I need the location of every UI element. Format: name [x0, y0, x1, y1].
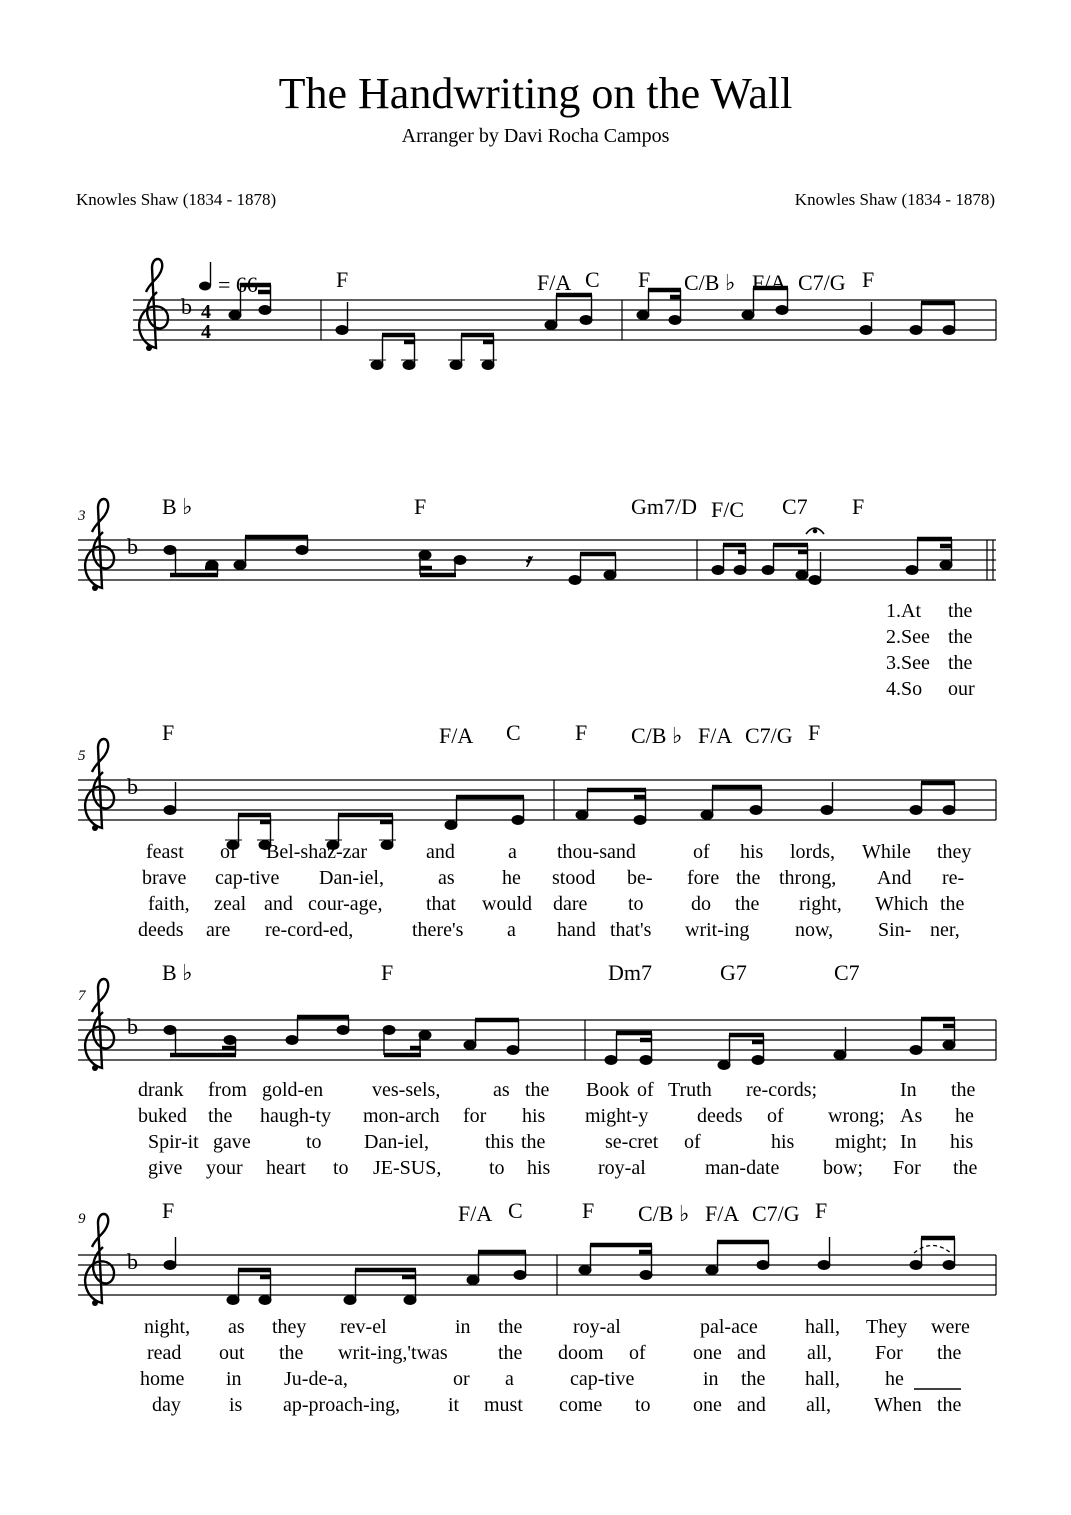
- lyric-syllable: his: [740, 841, 764, 863]
- lyric-syllable: the: [937, 1394, 962, 1416]
- bar-number: 5: [78, 748, 86, 764]
- lyric-syllable: hall,: [805, 1316, 840, 1338]
- lyric-syllable: 3.See: [886, 652, 930, 674]
- treble-clef: [85, 979, 114, 1071]
- lyric-syllable: re-cords;: [746, 1079, 818, 1101]
- flat-sign: b: [181, 294, 192, 319]
- lyric-syllable: as: [438, 867, 455, 889]
- system-4: [78, 960, 996, 1179]
- lyric-syllable: As: [900, 1105, 923, 1127]
- chord-symbol: C: [508, 1198, 523, 1223]
- lyric-syllable: brave: [142, 867, 187, 889]
- lyrics-verse-lines: [138, 1079, 978, 1179]
- notes: [164, 1237, 996, 1305]
- chord-symbols: [336, 267, 874, 295]
- lyric-syllable: the: [521, 1131, 546, 1153]
- lyric-syllable: night,: [144, 1316, 191, 1338]
- chord-symbol: F/A: [705, 1201, 740, 1226]
- lyric-syllable: it: [448, 1394, 460, 1416]
- lyric-syllable: cap-tive: [215, 867, 280, 889]
- arranger-credit: Arranger by Davi Rocha Campos: [401, 125, 670, 147]
- bar-number: 7: [78, 988, 86, 1004]
- bar-number: 3: [78, 508, 86, 524]
- chord-symbol: G7: [720, 960, 747, 985]
- treble-clef: [85, 739, 114, 831]
- lyric-syllable: were: [931, 1316, 970, 1338]
- lyric-syllable: home: [140, 1368, 185, 1390]
- lyric-syllable: all,: [807, 1342, 832, 1364]
- chord-symbol: F: [852, 494, 865, 519]
- lyric-syllable: there's: [412, 919, 464, 941]
- chord-symbol: F: [381, 960, 394, 985]
- chord-symbol: Dm7: [608, 960, 652, 985]
- lyric-syllable: When: [874, 1394, 922, 1416]
- lyric-syllable: of: [220, 841, 237, 863]
- chord-symbol: F: [815, 1198, 828, 1223]
- lyric-syllable: and: [426, 841, 455, 863]
- lyric-syllable: your: [206, 1157, 243, 1179]
- sixteenth-rest: 𝄿: [525, 550, 531, 570]
- chord-symbols: [162, 494, 864, 522]
- lyric-syllable: re-: [942, 867, 965, 889]
- lyric-syllable: doom: [558, 1342, 604, 1364]
- lyric-syllable: must: [484, 1394, 523, 1416]
- staff-lines: [78, 1255, 996, 1295]
- chord-symbol: F: [582, 1198, 595, 1223]
- lyrics-verse-lines: [138, 841, 971, 941]
- lyric-syllable: mon-arch: [363, 1105, 440, 1127]
- lyric-syllable: might-y: [585, 1105, 649, 1127]
- chord-symbol: Gm7/D: [631, 494, 697, 519]
- lyric-syllable: is: [229, 1394, 243, 1416]
- lyric-syllable: be-: [627, 867, 653, 889]
- lyric-syllable: a: [507, 919, 516, 941]
- lyric-syllable: the: [736, 867, 761, 889]
- chord-symbol: C/B ♭: [684, 270, 736, 295]
- lyric-syllable: drank: [138, 1079, 184, 1101]
- lyric-syllable: the: [279, 1342, 304, 1364]
- dashed-tie: [914, 1246, 951, 1254]
- lyric-syllable: rev-el: [340, 1316, 387, 1338]
- lyric-syllable: in: [703, 1368, 719, 1390]
- system-3: [78, 720, 996, 941]
- lyric-syllable: of: [767, 1105, 784, 1127]
- lyric-syllable: read: [147, 1342, 182, 1364]
- system-5: [78, 1198, 996, 1416]
- lyric-syllable: do: [691, 893, 711, 915]
- lyric-syllable: hall,: [805, 1368, 840, 1390]
- lyric-syllable: deeds: [697, 1105, 743, 1127]
- lyric-syllable: bow;: [823, 1157, 863, 1179]
- composer-credit: Knowles Shaw (1834 - 1878): [794, 190, 995, 209]
- lyric-syllable: for: [463, 1105, 487, 1127]
- lyric-syllable: one: [693, 1342, 722, 1364]
- chord-symbol: F/A: [458, 1201, 493, 1226]
- chord-symbols: [162, 960, 860, 985]
- lyric-syllable: the: [498, 1316, 523, 1338]
- lyric-syllable: the: [525, 1079, 550, 1101]
- chord-symbol: F/A: [439, 723, 474, 748]
- lyric-syllable: ner,: [930, 919, 960, 941]
- chord-symbol: F: [414, 494, 427, 519]
- flat-sign: b: [127, 1249, 138, 1274]
- lyric-syllable: the: [948, 652, 973, 674]
- lyric-syllable: the: [951, 1079, 976, 1101]
- song-title: The Handwriting on the Wall: [278, 69, 793, 118]
- chord-symbol: F/A: [752, 270, 787, 295]
- lyric-syllable: now,: [795, 919, 834, 941]
- lyric-syllable: of: [629, 1342, 646, 1364]
- lyric-syllable: out: [219, 1342, 245, 1364]
- lyric-syllable: one: [693, 1394, 722, 1416]
- notes: [164, 1017, 996, 1070]
- lyric-syllable: fore: [687, 867, 720, 889]
- chord-symbol: F: [336, 267, 349, 292]
- tempo-quarter-note: [199, 282, 211, 291]
- lyric-syllable: JE-SUS,: [373, 1157, 442, 1179]
- lyric-syllable: they: [272, 1316, 307, 1338]
- lyric-syllable: cour-age,: [308, 893, 383, 915]
- lyric-syllable: of: [637, 1079, 654, 1101]
- lyric-syllable: Which: [875, 893, 929, 915]
- lyric-syllable: Book: [586, 1079, 630, 1101]
- chord-symbol: C: [585, 267, 600, 292]
- lyric-syllable: heart: [266, 1157, 306, 1179]
- lyric-syllable: haugh-ty: [260, 1105, 332, 1127]
- lyric-syllable: our: [948, 678, 975, 700]
- notes: [164, 528, 993, 585]
- lyric-syllable: roy-al: [573, 1316, 621, 1338]
- time-signature-top: 4: [201, 301, 211, 323]
- chord-symbol: F/A: [537, 270, 572, 295]
- lyric-syllable: the: [937, 1342, 962, 1364]
- lyric-syllable: all,: [806, 1394, 831, 1416]
- lyric-syllable: he: [955, 1105, 974, 1127]
- chord-symbol: F/A: [698, 723, 733, 748]
- lyric-syllable: they: [937, 841, 972, 863]
- lyric-syllable: of: [684, 1131, 701, 1153]
- staff-lines: [78, 780, 996, 820]
- lyric-syllable: For: [875, 1342, 903, 1364]
- lyric-syllable: to: [333, 1157, 349, 1179]
- chord-symbols: [162, 1198, 827, 1226]
- tempo-marking: = 66: [218, 272, 258, 297]
- lyric-syllable: Spir-it: [148, 1131, 199, 1153]
- lyric-syllable: gave: [213, 1131, 251, 1153]
- lyric-syllable: his: [522, 1105, 546, 1127]
- flat-sign: b: [127, 774, 138, 799]
- lyric-syllable: as: [228, 1316, 245, 1338]
- lyric-syllable: man-date: [705, 1157, 780, 1179]
- lyric-syllable: give: [148, 1157, 183, 1179]
- lyric-syllable: and: [264, 893, 293, 915]
- lyric-syllable: 1.At: [886, 600, 921, 622]
- chord-symbol: C7: [782, 494, 808, 519]
- lyric-syllable: writ-ing: [685, 919, 750, 941]
- lyric-syllable: pal-ace: [700, 1316, 758, 1338]
- lyric-syllable: in: [226, 1368, 242, 1390]
- chord-symbol: F: [575, 720, 588, 745]
- lyric-syllable: roy-al: [598, 1157, 646, 1179]
- lyric-syllable: the: [735, 893, 760, 915]
- chord-symbol: C7/G: [798, 270, 846, 295]
- chord-symbol: C/B ♭: [631, 723, 683, 748]
- lyric-syllable: gold-en: [262, 1079, 324, 1101]
- chord-symbol: C7/G: [752, 1201, 800, 1226]
- chord-symbol: C7: [834, 960, 860, 985]
- lyric-syllable: lords,: [790, 841, 835, 863]
- lyric-syllable: or: [453, 1368, 470, 1390]
- lyric-syllable: writ-ing,'twas: [338, 1342, 448, 1364]
- lyric-syllable: wrong;: [828, 1105, 885, 1127]
- chord-symbol: C: [506, 720, 521, 745]
- lyrics-verse-lines: [140, 1316, 970, 1416]
- lyric-syllable: 2.See: [886, 626, 930, 648]
- lyric-syllable: In: [900, 1079, 917, 1101]
- lyric-syllable: would: [482, 893, 532, 915]
- lyric-syllable: a: [508, 841, 517, 863]
- chord-symbols: [162, 720, 820, 748]
- lyric-syllable: cap-tive: [570, 1368, 635, 1390]
- lyric-syllable: stood: [552, 867, 596, 889]
- treble-clef: [85, 1214, 114, 1306]
- notes: [229, 285, 996, 370]
- lyric-syllable: his: [950, 1131, 974, 1153]
- chord-symbol: F: [162, 720, 175, 745]
- lyric-syllable: ves-sels,: [372, 1079, 441, 1101]
- lyric-syllable: thou-sand: [557, 841, 636, 863]
- lyric-syllable: a: [505, 1368, 514, 1390]
- lyric-syllable: he: [502, 867, 521, 889]
- lyric-syllable: to: [306, 1131, 322, 1153]
- chord-symbol: C7/G: [745, 723, 793, 748]
- lyric-syllable: Dan-iel,: [364, 1131, 429, 1153]
- lyric-syllable: They: [866, 1316, 908, 1338]
- lyric-syllable: the: [940, 893, 965, 915]
- system-2: [77, 494, 996, 700]
- lyric-syllable: that: [426, 893, 456, 915]
- lyric-syllable: as: [493, 1079, 510, 1101]
- lyric-syllable: the: [208, 1105, 233, 1127]
- lyric-syllable: zeal: [214, 893, 247, 915]
- lyric-syllable: of: [693, 841, 710, 863]
- lyric-syllable: his: [771, 1131, 795, 1153]
- lyric-syllable: he: [885, 1368, 904, 1390]
- lyric-syllable: the: [948, 600, 973, 622]
- lyric-syllable: And: [877, 867, 912, 889]
- lyric-syllable: the: [948, 626, 973, 648]
- lyric-syllable: Bel-shaz-zar: [266, 841, 368, 863]
- lyric-syllable: ap-proach-ing,: [283, 1394, 401, 1416]
- lyric-syllable: Dan-iel,: [319, 867, 384, 889]
- chord-symbol: F: [162, 1198, 175, 1223]
- lyric-syllable: For: [893, 1157, 921, 1179]
- lyric-syllable: and: [737, 1342, 766, 1364]
- lyric-syllable: buked: [138, 1105, 187, 1127]
- lyric-syllable: that's: [610, 919, 652, 941]
- lyric-syllable: se-cret: [605, 1131, 659, 1153]
- lyric-syllable: While: [862, 841, 911, 863]
- lyric-syllable: hand: [557, 919, 596, 941]
- bar-number: 9: [78, 1211, 86, 1227]
- lyric-syllable: day: [152, 1394, 181, 1416]
- lyric-syllable: to: [489, 1157, 505, 1179]
- chord-symbol: F/C: [711, 497, 745, 522]
- lyric-syllable: right,: [799, 893, 842, 915]
- chord-symbol: B ♭: [162, 960, 193, 985]
- lyric-syllable: in: [455, 1316, 471, 1338]
- system-1: [133, 259, 996, 370]
- lyric-syllable: to: [628, 893, 644, 915]
- time-signature-bottom: 4: [201, 321, 211, 343]
- chord-symbol: F: [808, 720, 821, 745]
- lyric-syllable: 4.So: [886, 678, 923, 700]
- chord-symbol: F: [862, 267, 875, 292]
- chord-symbol: F: [638, 267, 651, 292]
- lyric-syllable: feast: [146, 841, 184, 863]
- lyric-syllable: Ju-de-a,: [284, 1368, 348, 1390]
- lyric-syllable: to: [635, 1394, 651, 1416]
- lyric-syllable: re-cord-ed,: [265, 919, 354, 941]
- lyric-syllable: deeds: [138, 919, 184, 941]
- chord-symbol: C/B ♭: [638, 1201, 690, 1226]
- lyric-syllable: from: [208, 1079, 247, 1101]
- lyric-syllable: throng,: [779, 867, 837, 889]
- lyric-syllable: the: [741, 1368, 766, 1390]
- lyricist-credit: Knowles Shaw (1834 - 1878): [76, 190, 277, 209]
- lyric-syllable: and: [737, 1394, 766, 1416]
- lyric-syllable: his: [527, 1157, 551, 1179]
- lyric-syllable: come: [559, 1394, 603, 1416]
- lyric-syllable: faith,: [148, 893, 190, 915]
- treble-clef: [139, 259, 168, 351]
- lyric-syllable: this: [485, 1131, 514, 1153]
- treble-clef: [85, 499, 114, 591]
- lyric-syllable: Truth: [668, 1079, 712, 1101]
- lyric-syllable: dare: [553, 893, 588, 915]
- flat-sign: b: [127, 1014, 138, 1039]
- lyric-syllable: Sin-: [878, 919, 912, 941]
- verse-intro-lyrics: [886, 600, 975, 700]
- chord-symbol: B ♭: [162, 494, 193, 519]
- lyric-syllable: are: [206, 919, 231, 941]
- lyric-syllable: the: [498, 1342, 523, 1364]
- flat-sign: b: [127, 534, 138, 559]
- lyric-syllable: the: [953, 1157, 978, 1179]
- lyric-syllable: might;: [835, 1131, 888, 1153]
- lyric-syllable: In: [900, 1131, 917, 1153]
